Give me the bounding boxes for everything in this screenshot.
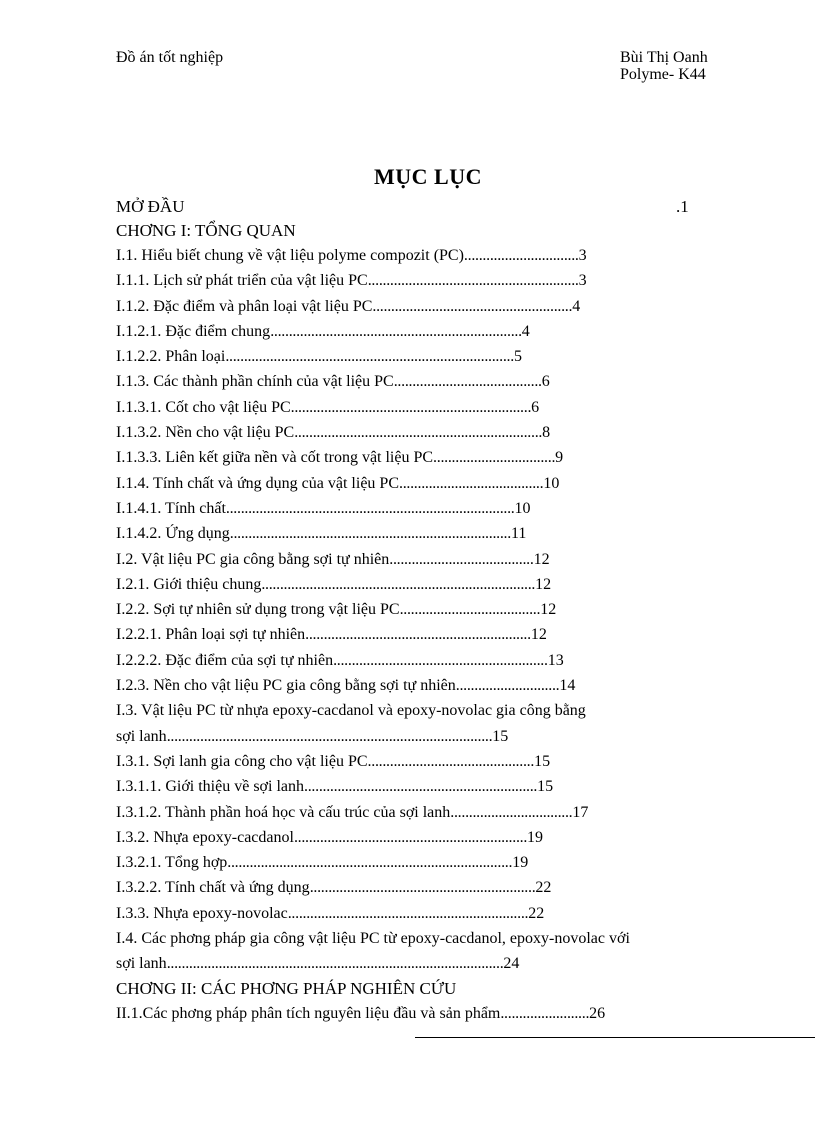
table-of-contents bbox=[116, 195, 756, 1026]
toc-entry bbox=[116, 926, 756, 951]
toc-page-number: 26 bbox=[589, 1004, 606, 1022]
toc-entry bbox=[116, 420, 756, 445]
toc-dot-leader: ........................................................................................ bbox=[166, 727, 493, 745]
toc-entry bbox=[116, 597, 756, 622]
toc-dot-leader: .............................................................................. bbox=[225, 348, 514, 366]
toc-entry-text: I.2. Vật liệu PC gia công bằng sợi tự nhiên bbox=[116, 550, 390, 568]
toc-page-number: 4 bbox=[521, 322, 530, 340]
toc-dot-leader: ................................................................. bbox=[287, 904, 529, 922]
toc-entry-text: CHƠNG II: CÁC PHƠNG PHÁP NGHIÊN CỨU bbox=[116, 978, 457, 998]
toc-dot-leader: ............................... bbox=[463, 247, 579, 264]
toc-entry-text: I.1.4.1. Tính chất bbox=[116, 499, 226, 517]
toc-dot-leader: ...................................................... bbox=[372, 297, 573, 315]
toc-page-number: 12 bbox=[540, 601, 557, 619]
toc-entry-text: I.2.2.1. Phân loại sợi tự nhiên bbox=[116, 626, 306, 644]
toc-entry-text: I.1.4.2. Ứng dụng bbox=[116, 525, 230, 543]
toc-page-number: 3 bbox=[578, 247, 587, 264]
toc-entry bbox=[116, 319, 756, 344]
toc-dot-leader: ............................................................................ bbox=[229, 525, 511, 543]
toc-entry-text: I.3.3. Nhựa epoxy-novolac bbox=[116, 904, 288, 922]
toc-page-number: 13 bbox=[547, 651, 564, 669]
toc-entry-text: I.1.2. Đặc điểm và phân loại vật liệu PC bbox=[116, 297, 373, 315]
toc-entry bbox=[116, 648, 756, 673]
toc-dot-leader: ................................. bbox=[450, 803, 573, 821]
toc-entry-text: I.1. Hiểu biết chung về vật liệu polyme compozit (PC) bbox=[116, 247, 464, 264]
toc-entry-text: I.1.3.2. Nền cho vật liệu PC bbox=[116, 424, 295, 442]
toc-entry bbox=[116, 774, 756, 799]
toc-page-number: 5 bbox=[513, 348, 522, 366]
toc-entry-text: sợi lanh bbox=[116, 955, 167, 973]
toc-entry bbox=[116, 977, 756, 1001]
toc-entry-text: I.1.1. Lịch sử phát triển của vật liệu PC bbox=[116, 272, 368, 290]
toc-entry bbox=[116, 951, 756, 976]
toc-entry bbox=[116, 471, 756, 496]
toc-entry-text: I.3.1.1. Giới thiệu về sợi lanh bbox=[116, 778, 305, 796]
toc-entry-text: I.1.3.3. Liên kết giữa nền và cốt trong vật liệu PC bbox=[116, 449, 434, 467]
toc-page-number: 6 bbox=[541, 373, 550, 391]
toc-entry bbox=[116, 243, 756, 268]
toc-page-number: 24 bbox=[503, 955, 520, 973]
toc-entry bbox=[116, 825, 756, 850]
toc-entry bbox=[116, 901, 756, 926]
toc-page-number: 4 bbox=[572, 297, 581, 315]
toc-entry bbox=[116, 875, 756, 900]
toc-entry-text: I.3.2.1. Tổng hợp bbox=[116, 854, 228, 872]
toc-dot-leader: ........................................................................................... bbox=[166, 955, 504, 973]
toc-entry-text: I.1.2.2. Phân loại bbox=[116, 348, 226, 366]
toc-entry-text: I.2.2.2. Đặc điểm của sợi tự nhiên bbox=[116, 651, 334, 669]
toc-entry bbox=[116, 698, 756, 723]
toc-dot-leader: ............................................................... bbox=[293, 828, 528, 846]
toc-entry-text: I.2.1. Giới thiệu chung bbox=[116, 575, 262, 593]
toc-entry bbox=[116, 850, 756, 875]
toc-dot-leader: ....................................... bbox=[399, 474, 544, 492]
toc-dot-leader: ......................................................... bbox=[367, 272, 579, 290]
toc-entry bbox=[116, 521, 756, 546]
toc-entry bbox=[116, 547, 756, 572]
toc-dot-leader: ................................................................. bbox=[290, 398, 532, 416]
toc-entry-text: I.1.3. Các thành phần chính của vật liệu PC bbox=[116, 373, 394, 391]
toc-dot-leader: ....................................... bbox=[389, 550, 534, 568]
toc-dot-leader: ........................ bbox=[500, 1004, 590, 1022]
toc-dot-leader: ........................................ bbox=[393, 373, 542, 391]
toc-entry bbox=[116, 800, 756, 825]
toc-entry bbox=[116, 294, 756, 319]
toc-page-number: 9 bbox=[555, 449, 564, 467]
bottom-rule bbox=[415, 1037, 815, 1038]
author-name: Bùi Thị Oanh bbox=[620, 49, 708, 66]
toc-page-number: .1 bbox=[676, 197, 689, 216]
toc-page-number: 12 bbox=[535, 575, 552, 593]
toc-dot-leader: ................................................................... bbox=[294, 424, 543, 442]
toc-page-number: 15 bbox=[537, 778, 554, 796]
toc-entry bbox=[116, 219, 756, 243]
toc-entry bbox=[116, 622, 756, 647]
toc-entry bbox=[116, 572, 756, 597]
toc-page-number: 12 bbox=[533, 550, 550, 568]
toc-entry-text: I.3.1. Sợi lanh gia công cho vật liệu PC bbox=[116, 752, 368, 770]
toc-entry bbox=[116, 395, 756, 420]
toc-page-number: 19 bbox=[512, 854, 529, 872]
toc-entry bbox=[116, 344, 756, 369]
toc-entry bbox=[116, 496, 756, 521]
toc-page-number: 8 bbox=[542, 424, 551, 442]
toc-dot-leader: ............................................................. bbox=[309, 879, 536, 897]
toc-page-number: 17 bbox=[572, 803, 589, 821]
toc-entry-text: I.1.3.1. Cốt cho vật liệu PC bbox=[116, 398, 291, 416]
toc-dot-leader: ............................................................. bbox=[305, 626, 531, 644]
toc-page-number: 6 bbox=[531, 398, 540, 416]
toc-entry bbox=[116, 673, 756, 698]
toc-entry-text: I.3.1.2. Thành phần hoá học và cấu trúc của sợi lanh bbox=[116, 803, 451, 821]
toc-entry-text: I.4. Các phơng pháp gia công vật liệu PC từ epoxy-cacdanol, epoxy-novolac với bbox=[116, 930, 630, 948]
toc-dot-leader: ............................................................... bbox=[304, 778, 538, 796]
toc-entry-text: CHƠNG I: TỔNG QUAN bbox=[116, 221, 296, 240]
toc-page-number: 3 bbox=[578, 272, 587, 290]
toc-entry-text: MỞ ĐẦU bbox=[116, 197, 185, 216]
toc-entry bbox=[116, 195, 756, 219]
toc-page-number: 22 bbox=[535, 879, 552, 897]
toc-entry-text: I.1.2.1. Đặc điểm chung bbox=[116, 322, 271, 340]
toc-dot-leader: .......................................................... bbox=[333, 651, 548, 669]
toc-dot-leader: ...................................... bbox=[399, 601, 541, 619]
toc-entry-text: I.2.2. Sợi tự nhiên sử dụng trong vật liệu PC bbox=[116, 601, 400, 619]
toc-dot-leader: .......................................................................... bbox=[261, 575, 536, 593]
toc-dot-leader: .................................................................... bbox=[270, 322, 522, 340]
toc-dot-leader: ............................................. bbox=[367, 752, 535, 770]
toc-page-number: 15 bbox=[534, 752, 551, 770]
toc-page-number: 15 bbox=[492, 727, 509, 745]
toc-entry-text: I.3. Vật liệu PC từ nhựa epoxy-cacdanol và epoxy-novolac gia công bằng bbox=[116, 702, 586, 720]
toc-entry-text: sợi lanh bbox=[116, 727, 167, 745]
toc-dot-leader: .............................................................................. bbox=[225, 499, 515, 517]
toc-entry bbox=[116, 1001, 756, 1026]
toc-entry-text: I.3.2.2. Tính chất và ứng dụng bbox=[116, 879, 310, 897]
toc-page-number: 14 bbox=[559, 677, 576, 695]
toc-page-number: 19 bbox=[527, 828, 544, 846]
toc-dot-leader: ................................. bbox=[433, 449, 556, 467]
toc-entry bbox=[116, 369, 756, 394]
author-class: Polyme- K44 bbox=[620, 66, 706, 83]
toc-dot-leader: ............................................................................. bbox=[227, 854, 513, 872]
toc-entry bbox=[116, 268, 756, 293]
page-title: MỤC LỤC bbox=[374, 164, 482, 189]
toc-page-number: 22 bbox=[528, 904, 545, 922]
header-left-title: Đồ án tốt nghiệp bbox=[116, 49, 224, 66]
toc-dot-leader: ............................ bbox=[455, 677, 560, 695]
toc-entry bbox=[116, 445, 756, 470]
toc-entry-text: I.2.3. Nền cho vật liệu PC gia công bằng sợi tự nhiên bbox=[116, 677, 456, 695]
toc-page-number: 12 bbox=[530, 626, 547, 644]
toc-entry-text: II.1.Các phơng pháp phân tích nguyên liệu đầu và sản phẩm bbox=[116, 1004, 501, 1022]
toc-page-number: 11 bbox=[510, 525, 527, 543]
toc-page-number: 10 bbox=[543, 474, 560, 492]
toc-entry-text: I.1.4. Tính chất và ứng dụng của vật liệu PC bbox=[116, 474, 399, 492]
header-author bbox=[620, 49, 708, 83]
toc-entry-text: I.3.2. Nhựa epoxy-cacdanol bbox=[116, 828, 294, 846]
toc-page-number: 10 bbox=[514, 499, 531, 517]
toc-entry bbox=[116, 724, 756, 749]
toc-entry bbox=[116, 749, 756, 774]
